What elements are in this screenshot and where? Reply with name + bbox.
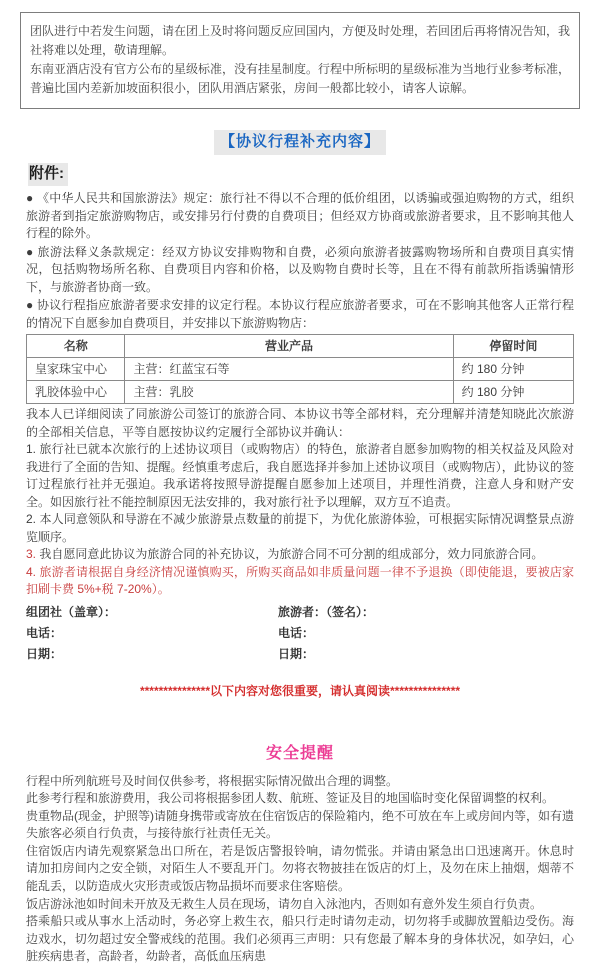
confirmation-item-4 (26, 564, 574, 599)
safety-paragraph-pool: 饭店游泳池如时间未开放及无救生人员在现场，请勿自入泳池内，否则如有意外发生须自行负责。 (26, 896, 574, 914)
safety-reminder-title: 安全提醒 (266, 745, 334, 762)
store-name-cell: 乳胶体验中心 (27, 381, 125, 404)
attachment-label: 附件: (28, 163, 68, 187)
table-header-row (27, 335, 574, 358)
notice-paragraph: 东南亚酒店没有官方公布的星级标准，没有挂星制度。行程中所标明的星级标准为当地行业参考标准，普遍比国内差新加坡面积很小，团队用酒店紧张，房间一般都比较小，请客人谅解。 (30, 60, 570, 98)
safety-paragraph-boat: 搭乘船只或从事水上活动时，务必穿上救生衣，船只行走时请勿走动，切勿将手或脚放置船边受伤。海边戏水，切勿超过安全警戒线的范围。我们必须再三声明：只有您最了解本身的身体状况，如孕妇，心脏疾病患者，高龄者，幼龄者，高低血压病患 (26, 913, 574, 966)
tourist-sign-label: 旅游者：（签名）： (278, 602, 574, 623)
law-interpretation-bullet: ● 旅游法释义条款规定：经双方协议安排购物和自费，必须向旅游者披露购物场所和自费项目真实情况，包括购物场所名称、自费项目内容和价格，以及购物自费时长等，且在不得有前款所指诱骗情形下，与旅游者协商一致。 (26, 244, 574, 297)
item-text: 旅游者请根据自身经济情况谨慎购买，所购买商品如非质量问题一律不予退换（即使能退，要被店家扣刷卡费 5%+税 7-20%）。 (26, 565, 574, 597)
tourist-phone-label: 电话： (278, 623, 574, 644)
item-text: 旅行社已就本次旅行的上述协议项目（或购物店）的特色，旅游者自愿参加购物的相关权益及风险对我进行了全面的告知、提醒。经慎重考虑后，我自愿选择并参加上述协议项目（或购物店），此协议的签订过程旅行社并无强迫。我承诺将按照导游提醒自愿参加上述项目，并理性消费，注意人身和财产安全。如因旅行社不能控制原因无法安排的，我对旅行社予以理解，双方互不追责。 (26, 442, 574, 509)
agreed-itinerary-bullet: ● 协议行程指应旅游者要求安排的议定行程。本协议行程应旅游者要求，可在不影响其他客人正常行程的情况下自愿参加自费项目，并安排以下旅游购物店： (26, 297, 574, 332)
item-text: 本人同意领队和导游在不减少旅游景点数量的前提下，为优化旅游体验，可根据实际情况调整景点游览顺序。 (26, 512, 574, 544)
organizer-seal-label: 组团社（盖章）： (26, 602, 278, 623)
section-title-row (0, 130, 600, 155)
signature-block (26, 602, 574, 665)
organizer-phone-label: 电话： (26, 623, 278, 644)
table-header-name: 名称 (27, 335, 125, 358)
confirmation-item-2 (26, 511, 574, 546)
safety-title-row (0, 742, 600, 766)
store-duration-cell: 约 180 分钟 (453, 381, 573, 404)
safety-paragraph-hotel: 住宿饭店内请先观察紧急出口所在，若是饭店警报铃响，请勿慌张。并请由紧急出口迅速离开。休息时请加扣房间内之安全锁，对陌生人不要乱开门。勿将衣物披挂在饭店的灯上，及勿在床上抽烟，烟蒂不能乱丢，以防造成火灾形责或饭店物品损坏而要求住客赔偿。 (26, 843, 574, 896)
safety-paragraph-flights: 行程中所列航班号及时间仅供参考，将根据实际情况做出合理的调整。 (26, 773, 574, 791)
item-number: 2. (26, 512, 36, 526)
notice-box (20, 12, 580, 109)
attachment-row (28, 163, 572, 187)
store-name-cell: 皇家珠宝中心 (27, 358, 125, 381)
safety-paragraph-adjust-rights: 此参考行程和旅游费用，我公司将根据参团人数、航班、签证及目的地国临时变化保留调整的权利。 (26, 790, 574, 808)
shopping-stores-table (26, 334, 574, 404)
tourist-date-label: 日期： (278, 644, 574, 665)
confirmation-item-3 (26, 546, 574, 564)
store-products-cell: 主营：红蓝宝石等 (125, 358, 453, 381)
item-number: 4. (26, 565, 36, 579)
table-header-products: 营业产品 (125, 335, 453, 358)
confirmation-item-1 (26, 441, 574, 511)
important-notice-line: ***************以下内容对您很重要，请认真阅读*************** (0, 682, 600, 700)
store-products-cell: 主营：乳胶 (125, 381, 453, 404)
table-header-duration: 停留时间 (453, 335, 573, 358)
notice-paragraph: 团队进行中若发生问题，请在团上及时将问题反应回国内，方便及时处理，若回团后再将情况告知，我社将难以处理，敬请理解。 (30, 22, 570, 60)
item-text: 我自愿同意此协议为旅游合同的补充协议，为旅游合同不可分割的组成部分，效力同旅游合同。 (39, 547, 543, 561)
agreement-section-title: 【协议行程补充内容】 (214, 130, 386, 155)
agreement-content (26, 190, 574, 665)
table-row (27, 381, 574, 404)
table-row (27, 358, 574, 381)
safety-paragraph-valuables: 贵重物品(现金，护照等)请随身携带或寄放在住宿饭店的保险箱内，绝不可放在车上或房间内等，如有遗失旅客必须自行负责，与接待旅行社责任无关。 (26, 808, 574, 843)
store-duration-cell: 约 180 分钟 (453, 358, 573, 381)
item-number: 1. (26, 442, 36, 456)
confirmation-intro: 我本人已详细阅读了同旅游公司签订的旅游合同、本协议书等全部材料，充分理解并清楚知晓此次旅游的全部相关信息，平等自愿按协议约定履行全部协议并确认： (26, 406, 574, 441)
law-bullet: ● 《中华人民共和国旅游法》规定：旅行社不得以不合理的低价组团，以诱骗或强迫购物的方式，组织旅游者到指定旅游购物店，或安排另行付费的自费项目；但经双方协商或旅游者要求，且不影响其他人行程的除外。 (26, 190, 574, 243)
organizer-date-label: 日期： (26, 644, 278, 665)
item-number: 3. (26, 547, 36, 561)
safety-body (26, 773, 574, 966)
